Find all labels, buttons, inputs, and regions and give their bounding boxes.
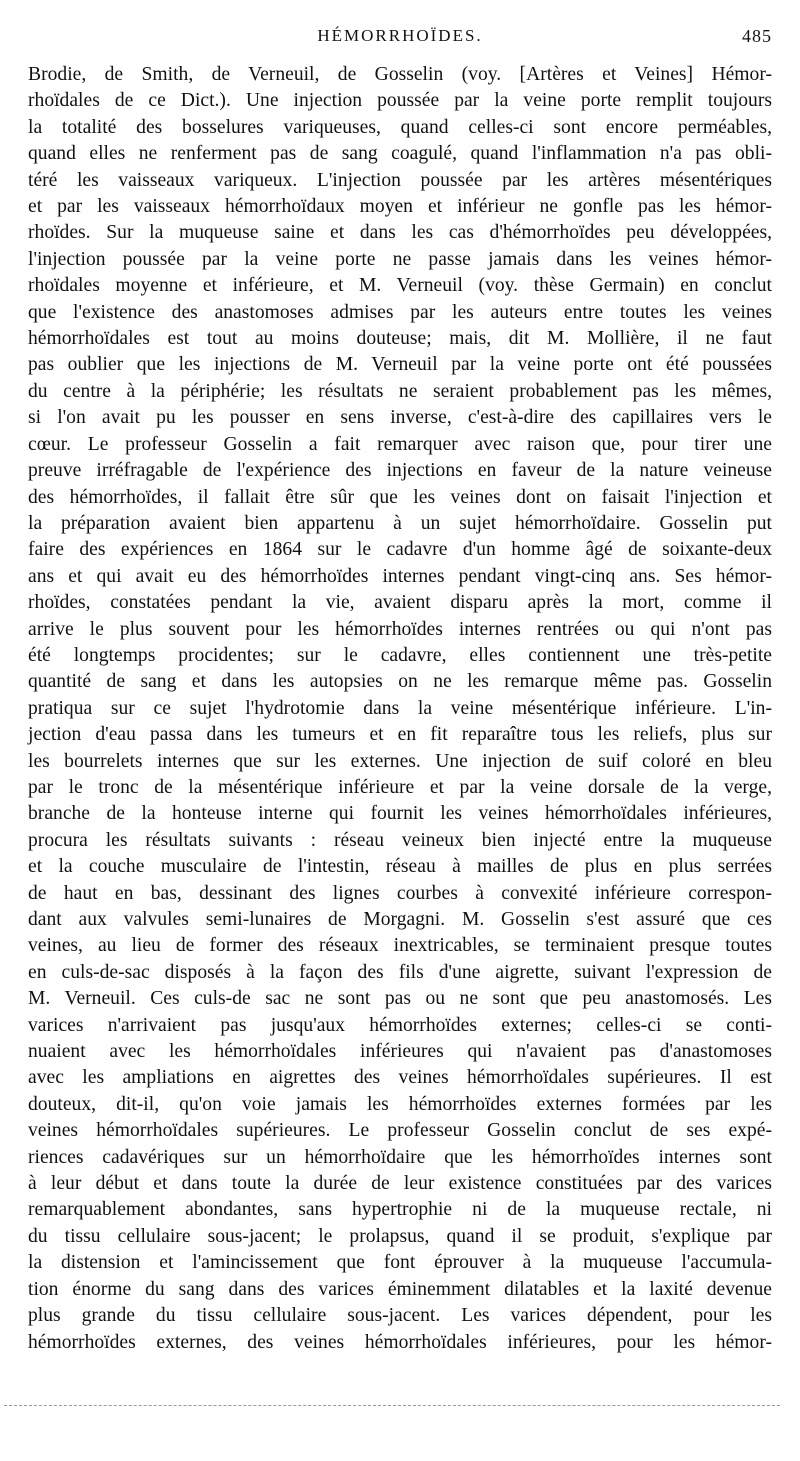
text-line: remarquablement abondantes, sans hypertrophie ni de la muqueuse rectale, ni bbox=[28, 1199, 772, 1221]
text-line: procura les résultats suivants : réseau veineux bien injecté entre la muqueuse bbox=[28, 829, 772, 851]
text-line: en culs-de-sac disposés à la façon des fils d'une aigrette, suivant l'expression de bbox=[28, 961, 772, 983]
page-header bbox=[28, 18, 772, 52]
text-line: hémorrhoïdes externes, des veines hémorrhoïdales inférieures, pour les hémor- bbox=[28, 1331, 772, 1353]
text-line: pratiqua sur ce sujet l'hydrotomie dans la veine mésentérique inférieure. L'in- bbox=[28, 697, 772, 719]
text-line: faire des expériences en 1864 sur le cadavre d'un homme âgé de soixante-deux bbox=[28, 539, 772, 561]
text-line: à leur début et dans toute la durée de leur existence constituées par des varices bbox=[28, 1173, 772, 1195]
document-page bbox=[28, 18, 772, 1438]
text-line: téré les vaisseaux variqueux. L'injection poussée par les artères mésentériques bbox=[28, 169, 772, 191]
text-line: rhoïdes, constatées pendant la vie, avaient disparu après la mort, comme il bbox=[28, 592, 772, 614]
text-line: des hémorrhoïdes, il fallait être sûr que les veines dont on faisait l'injection et bbox=[28, 486, 772, 508]
text-line: veines, au lieu de former des réseaux inextricables, se terminaient presque toutes bbox=[28, 935, 772, 957]
text-line: nuaient avec les hémorrhoïdales inférieures qui n'avaient pas d'anastomoses bbox=[28, 1041, 772, 1063]
text-line: quand elles ne renferment pas de sang coagulé, quand l'inflammation n'a pas obli- bbox=[28, 143, 772, 165]
text-line: rhoïdes. Sur la muqueuse saine et dans les cas d'hémorrhoïdes peu développées, bbox=[28, 222, 772, 244]
text-line: la préparation avaient bien appartenu à un sujet hémorrhoïdaire. Gosselin put bbox=[28, 512, 772, 534]
text-line: quantité de sang et dans les autopsies on ne les remarque même pas. Gosselin bbox=[28, 671, 772, 693]
running-title: HÉMORRHOÏDES. bbox=[317, 26, 483, 45]
text-line: ans et qui avait eu des hémorrhoïdes internes pendant vingt-cinq ans. Ses hémor- bbox=[28, 565, 772, 587]
text-line: que l'existence des anastomoses admises par les auteurs entre toutes les veines bbox=[28, 301, 772, 323]
text-line: arrive le plus souvent pour les hémorrhoïdes internes rentrées ou qui n'ont pas bbox=[28, 618, 772, 640]
text-line: branche de la honteuse interne qui fournit les veines hémorrhoïdales inférieures, bbox=[28, 803, 772, 825]
text-line: si l'on avait pu les pousser en sens inverse, c'est-à-dire des capillaires vers le bbox=[28, 407, 772, 429]
text-line: rhoïdales moyenne et inférieure, et M. Verneuil (voy. thèse Germain) en conclut bbox=[28, 275, 772, 297]
text-line: et la couche musculaire de l'intestin, réseau à mailles de plus en plus serrées bbox=[28, 856, 772, 878]
text-line: la totalité des bosselures variqueuses, quand celles-ci sont encore perméables, bbox=[28, 116, 772, 138]
page-number: 485 bbox=[742, 26, 772, 46]
text-line: riences cadavériques sur un hémorrhoïdaire que les hémorrhoïdes internes sont bbox=[28, 1146, 772, 1168]
text-line: les bourrelets internes que sur les externes. Une injection de suif coloré en bleu bbox=[28, 750, 772, 772]
text-line: plus grande du tissu cellulaire sous-jacent. Les varices dépendent, pour les bbox=[28, 1305, 772, 1327]
text-line: cœur. Le professeur Gosselin a fait remarquer avec raison que, pour tirer une bbox=[28, 433, 772, 455]
text-line: douteux, dit-il, qu'on voie jamais les hémorrhoïdes externes formées par les bbox=[28, 1093, 772, 1115]
text-line: Brodie, de Smith, de Verneuil, de Gosselin (voy. [Artères et Veines] Hémor- bbox=[28, 64, 772, 85]
text-line: l'injection poussée par la veine porte ne passe jamais dans les veines hémor- bbox=[28, 248, 772, 270]
text-line: avec les ampliations en aigrettes des veines hémorrhoïdales supérieures. Il est bbox=[28, 1067, 772, 1089]
footer-rule bbox=[4, 1405, 780, 1406]
text-line: la distension et l'amincissement que font éprouver à la muqueuse l'accumula- bbox=[28, 1252, 772, 1274]
text-line: veines hémorrhoïdales supérieures. Le professeur Gosselin conclut de ses expé- bbox=[28, 1120, 772, 1142]
text-line: dant aux valvules semi-lunaires de Morgagni. M. Gosselin s'est assuré que ces bbox=[28, 909, 772, 930]
text-line: M. Verneuil. Ces culs-de sac ne sont pas ou ne sont que peu anastomosés. Les bbox=[28, 988, 772, 1010]
text-line: rhoïdales de ce Dict.). Une injection poussée par la veine porte remplit toujours bbox=[28, 90, 772, 112]
body-text bbox=[28, 62, 772, 1356]
text-line: jection d'eau passa dans les tumeurs et en fit reparaître tous les reliefs, plus sur bbox=[28, 724, 772, 746]
text-line: de haut en bas, dessinant des lignes courbes à convexité inférieure correspon- bbox=[28, 882, 772, 904]
text-line: tion énorme du sang dans des varices éminemment dilatables et la laxité devenue bbox=[28, 1278, 772, 1300]
text-line: hémorrhoïdales est tout au moins douteuse; mais, dit M. Mollière, il ne faut bbox=[28, 328, 772, 350]
text-line: varices n'arrivaient pas jusqu'aux hémorrhoïdes externes; celles-ci se conti- bbox=[28, 1014, 772, 1036]
text-line: été longtemps procidentes; sur le cadavre, elles contiennent une très-petite bbox=[28, 644, 772, 666]
text-line: pas oublier que les injections de M. Verneuil par la veine porte ont été poussées bbox=[28, 354, 772, 376]
text-line: par le tronc de la mésentérique inférieure et par la veine dorsale de la verge, bbox=[28, 776, 772, 798]
text-line: preuve irréfragable de l'expérience des injections en faveur de la nature veineuse bbox=[28, 460, 772, 482]
text-line: et par les vaisseaux hémorrhoïdaux moyen et inférieur ne gonfle pas les hémor- bbox=[28, 196, 772, 218]
text-line: du centre à la périphérie; les résultats ne seraient probablement pas les mêmes, bbox=[28, 380, 772, 402]
text-line: du tissu cellulaire sous-jacent; le prolapsus, quand il se produit, s'explique par bbox=[28, 1225, 772, 1247]
